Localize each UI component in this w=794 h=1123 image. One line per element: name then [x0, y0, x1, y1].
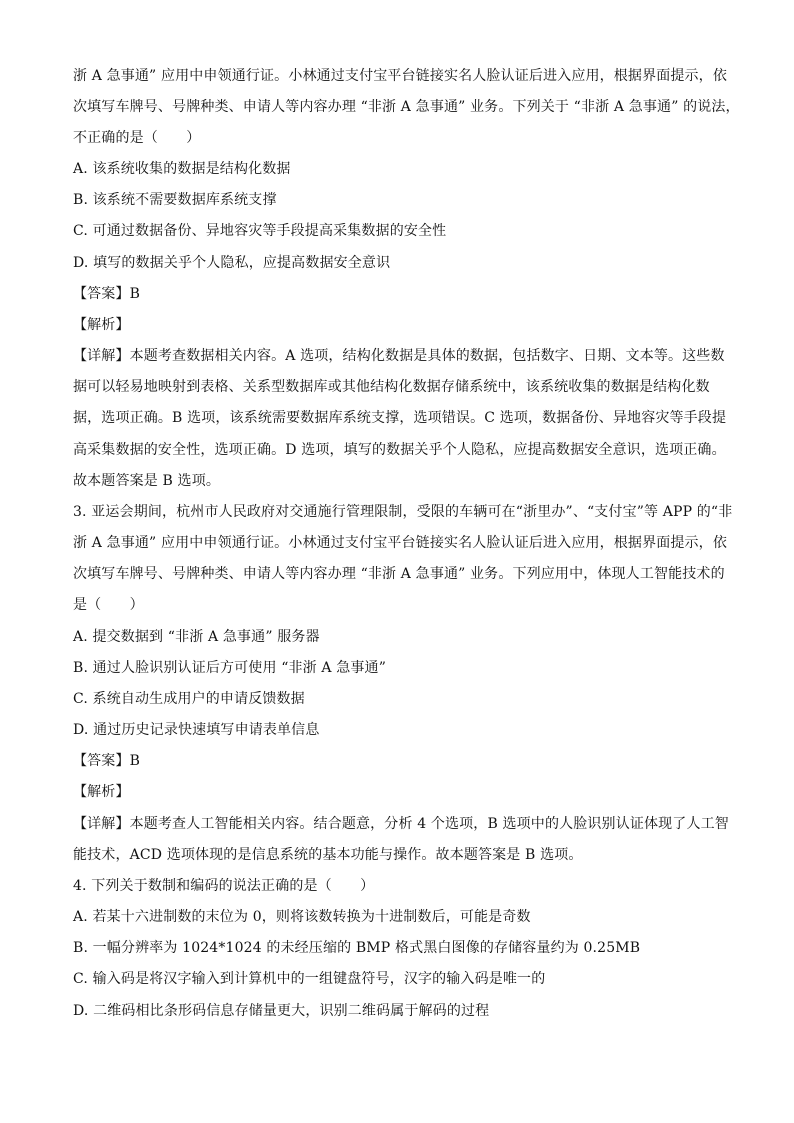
q3-stem-line-2: 浙 A 急事通” 应用中申领通行证。小林通过支付宝平台链接实名人脸认证后进入应用，根据界面提示，依	[73, 535, 727, 551]
q2-detail-line-2: 据可以轻易地映射到表格、关系型数据库或其他结构化数据存储系统中，该系统收集的数据是结构化数	[73, 379, 710, 395]
q2-stem-line-3: 不正确的是（ ）	[73, 130, 201, 146]
q2-detail-line-1: 【详解】本题考查数据相关内容。A 选项，结构化数据是具体的数据，包括数字、日期、文本等。这些数	[73, 348, 725, 364]
q3-analysis-label: 【解析】	[73, 784, 130, 800]
q2-detail-line-5: 故本题答案是 B 选项。	[73, 473, 220, 489]
q3-option-d: D. 通过历史记录快速填写申请表单信息	[73, 722, 320, 738]
q2-analysis-label: 【解析】	[73, 317, 130, 333]
q4-option-b: B. 一幅分辨率为 1024*1024 的未经压缩的 BMP 格式黑白图像的存储容量约为 0.25MB	[73, 940, 641, 956]
q2-option-a: A. 该系统收集的数据是结构化数据	[73, 161, 291, 177]
q4-option-c: C. 输入码是将汉字输入到计算机中的一组键盘符号，汉字的输入码是唯一的	[73, 971, 546, 987]
q2-answer: 【答案】B	[73, 286, 141, 302]
q2-detail-line-4: 高采集数据的安全性，选项正确。D 选项，填写的数据关乎个人隐私，应提高数据安全意识，选项正确。	[73, 442, 726, 458]
q4-option-d: D. 二维码相比条形码信息存储量更大，识别二维码属于解码的过程	[73, 1003, 490, 1019]
q3-stem-line-4: 是（ ）	[73, 597, 144, 613]
q3-detail-line-1: 【详解】本题考查人工智能相关内容。结合题意，分析 4 个选项，B 选项中的人脸识别认证体现了人工智	[73, 816, 729, 832]
q2-option-c: C. 可通过数据备份、异地容灾等手段提高采集数据的安全性	[73, 223, 447, 239]
q4-stem-line-1: 4. 下列关于数制和编码的说法正确的是（ ）	[73, 878, 375, 894]
q2-stem-line-2: 次填写车牌号、号牌种类、申请人等内容办理 “非浙 A 急事通” 业务。下列关于 “非浙 A 急事通” 的说法，	[73, 99, 740, 115]
q2-detail-line-3: 据，选项正确。B 选项，该系统需要数据库系统支撑，选项错误。C 选项，数据备份、异地容灾等手段提	[73, 410, 727, 426]
q2-stem-line-1: 浙 A 急事通” 应用中申领通行证。小林通过支付宝平台链接实名人脸认证后进入应用，根据界面提示，依	[73, 68, 727, 84]
q2-option-d: D. 填写的数据关乎个人隐私，应提高数据安全意识	[73, 255, 391, 271]
q3-option-c: C. 系统自动生成用户的申请反馈数据	[73, 691, 305, 707]
q3-option-a: A. 提交数据到 “非浙 A 急事通” 服务器	[73, 629, 320, 645]
q3-answer: 【答案】B	[73, 753, 141, 769]
q3-option-b: B. 通过人脸识别认证后方可使用 “非浙 A 急事通”	[73, 660, 387, 676]
q3-stem-line-3: 次填写车牌号、号牌种类、申请人等内容办理 “非浙 A 急事通” 业务。下列应用中，体现人工智能技术的	[73, 566, 725, 582]
q3-stem-line-1: 3. 亚运会期间，杭州市人民政府对交通施行管理限制，受限的车辆可在“浙里办”、“支付宝”等 APP 的“非	[73, 504, 733, 520]
q4-option-a: A. 若某十六进制数的末位为 0，则将该数转换为十进制数后，可能是奇数	[73, 909, 531, 925]
q2-option-b: B. 该系统不需要数据库系统支撑	[73, 192, 277, 208]
q3-detail-line-2: 能技术，ACD 选项体现的是信息系统的基本功能与操作。故本题答案是 B 选项。	[73, 847, 583, 863]
